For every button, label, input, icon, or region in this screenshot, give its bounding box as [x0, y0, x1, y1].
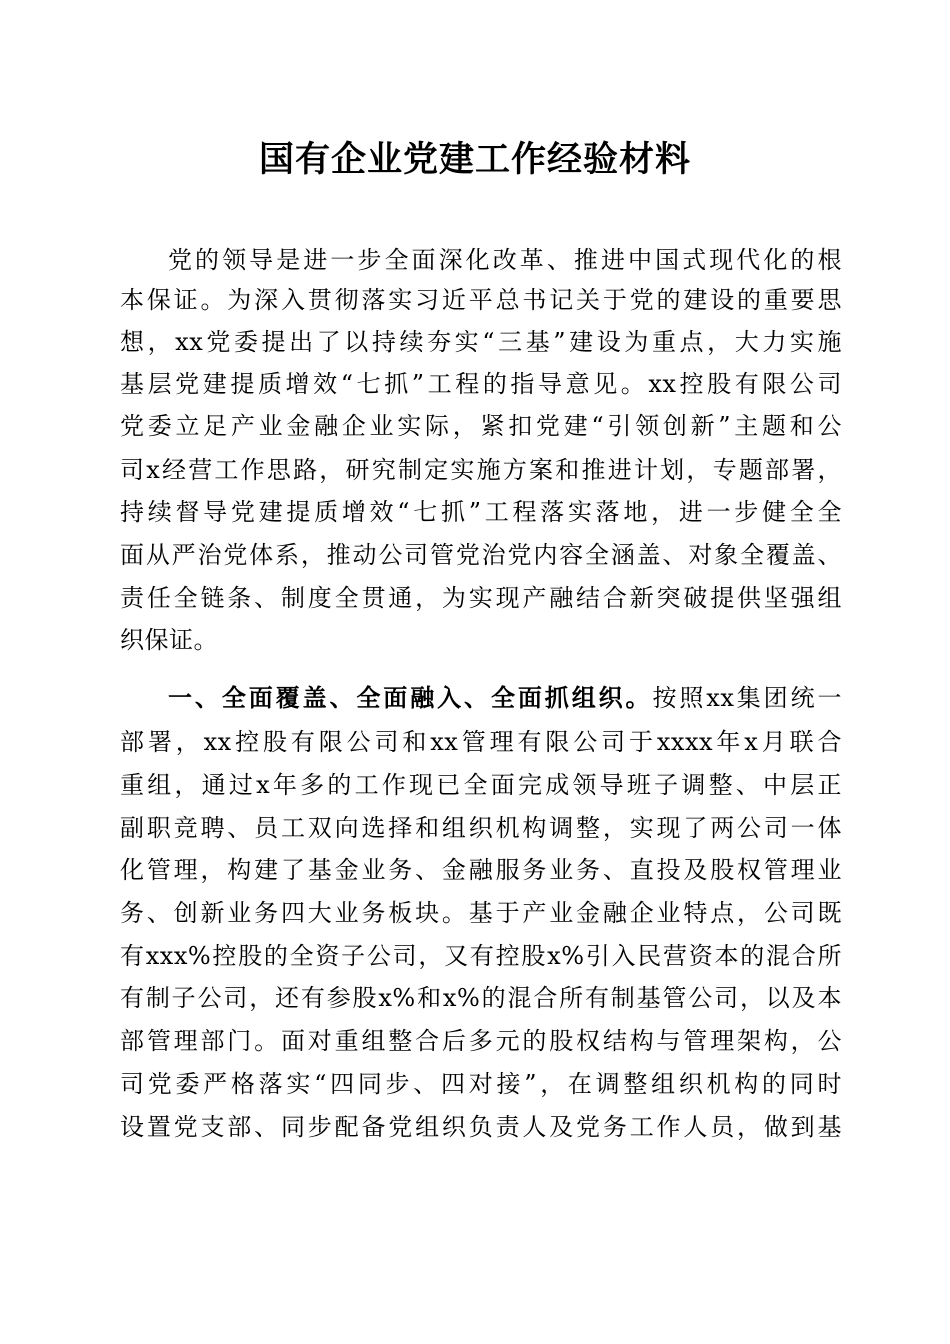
paragraph-line: 部署，xx控股有限公司和xx管理有限公司于xxxx年x月联合	[120, 728, 842, 756]
paragraph-line: 有制子公司，还有参股x%和x%的混合所有制基管公司，以及本	[120, 984, 842, 1012]
paragraph-line: 有xxx%控股的全资子公司，又有控股x%引入民营资本的混合所	[120, 942, 842, 970]
paragraph-line: 想，xx党委提出了以持续夯实“三基”建设为重点，大力实施	[120, 328, 842, 356]
paragraph-line: 织保证。	[120, 626, 218, 654]
section-1-first-line	[168, 678, 842, 718]
page-title: 国有企业党建工作经验材料	[258, 139, 691, 180]
paragraph-line: 司党委严格落实“四同步、四对接”，在调整组织机构的同时	[120, 1070, 842, 1098]
paragraph-line: 党委立足产业金融企业实际，紧扣党建“引领创新”主题和公	[120, 412, 842, 440]
paragraph-line: 本保证。为深入贯彻落实习近平总书记关于党的建设的重要思	[120, 286, 842, 314]
paragraph-line: 化管理，构建了基金业务、金融服务业务、直投及股权管理业	[120, 856, 842, 884]
paragraph-line: 责任全链条、制度全贯通，为实现产融结合新突破提供坚强组	[120, 584, 842, 612]
paragraph-line: 副职竞聘、员工双向选择和组织机构调整，实现了两公司一体	[120, 814, 842, 842]
paragraph-line: 设置党支部、同步配备党组织负责人及党务工作人员，做到基	[120, 1113, 842, 1141]
paragraph-line: 部管理部门。面对重组整合后多元的股权结构与管理架构，公	[120, 1027, 842, 1055]
section-heading: 一、全面覆盖、全面融入、全面抓组织。	[168, 683, 653, 712]
section-1-first-line-tail: 按照xx集团统一	[652, 684, 843, 712]
paragraph-line: 党的领导是进一步全面深化改革、推进中国式现代化的根	[168, 246, 842, 274]
paragraph-line: 重组，通过x年多的工作现已全面完成领导班子调整、中层正	[120, 771, 842, 799]
paragraph-line: 持续督导党建提质增效“七抓”工程落实落地，进一步健全全	[120, 498, 842, 526]
paragraph-line: 司x经营工作思路，研究制定实施方案和推进计划，专题部署，	[120, 456, 842, 484]
paragraph-line: 务、创新业务四大业务板块。基于产业金融企业特点，公司既	[120, 899, 842, 927]
paragraph-line: 面从严治党体系，推动公司管党治党内容全涵盖、对象全覆盖、	[120, 541, 842, 569]
paragraph-line: 基层党建提质增效“七抓”工程的指导意见。xx控股有限公司	[120, 370, 842, 398]
